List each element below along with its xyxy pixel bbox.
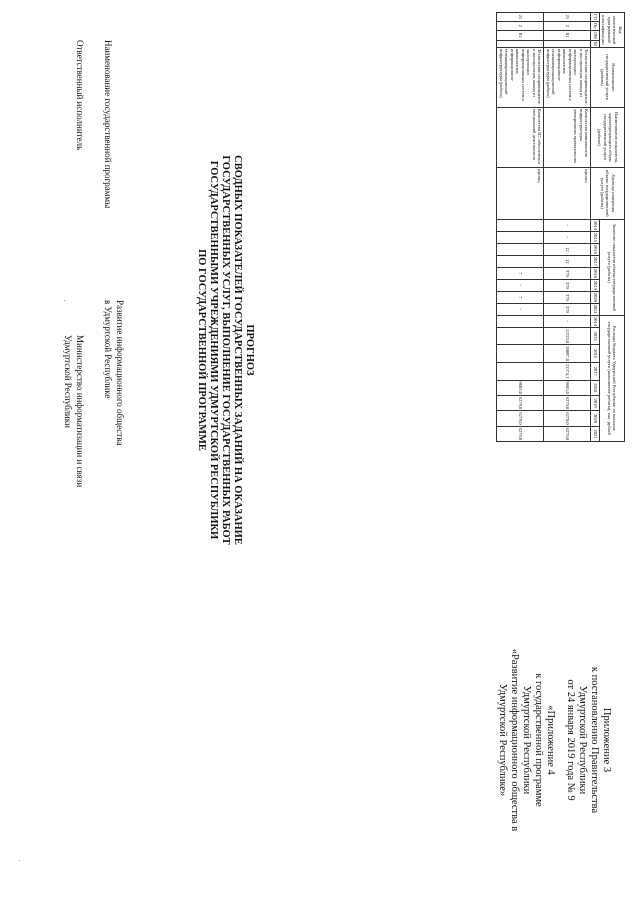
executor-value: Удмуртской Республики: [63, 335, 73, 428]
cell-cost: 20097,8: [544, 345, 591, 363]
header-year: 2016: [591, 345, 600, 363]
annex-line: «Приложение 4: [545, 705, 556, 775]
cell-m: [544, 40, 591, 47]
cell-volume: -: [497, 279, 544, 291]
forecast-table-wrapper: [497, 12, 626, 442]
header-gp: ГП: [593, 14, 598, 20]
cell-cost: [497, 315, 544, 327]
scan-speck: [64, 300, 65, 301]
cell-volume: -: [544, 219, 591, 231]
header-om: ОМ: [593, 31, 598, 39]
cell-cost: 6279,0: [544, 411, 591, 426]
cell-service: Техническое сопровождение и эксплуатация, вывод из эксплуатации информационных систем и компонентов информационно-телекоммуникационной инфраструктуры (работа): [544, 47, 591, 107]
cell-indicator: Количество ИС обеспечения специальной деятельности: [497, 107, 544, 167]
annex-line: от 24 января 2019 года № 9: [565, 679, 576, 801]
title-line: ГОСУДАРСТВЕННЫМИ УЧРЕЖДЕНИЯМИ УДМУРТСКОЙ РЕСПУБЛИКИ: [208, 160, 219, 540]
program-label: Наименование государственной программы: [103, 40, 113, 209]
annex-line: Удмуртской Республики: [521, 685, 532, 795]
header-year: 2015: [591, 327, 600, 344]
cell-cost: 6279,0: [497, 426, 544, 441]
cell-volume: [497, 255, 544, 267]
cell-cost: [497, 362, 544, 380]
cell-volume: [497, 219, 544, 231]
cell-cost: 6279,0: [497, 395, 544, 410]
cell-cost: 6279,0: [544, 395, 591, 410]
header-year: 2016: [593, 244, 598, 254]
cell-indicator: Количество компонентов инфраструктуры электронного правительства: [544, 107, 591, 167]
header-year: 2019: [591, 395, 600, 410]
header-year: 2014: [593, 316, 598, 326]
forecast-table: [497, 12, 626, 442]
executor-label: Ответственный исполнитель: [75, 40, 85, 151]
title-line: ГОСУДАРСТВЕННЫХ УСЛУГ, ВЫПОЛНЕНИЕ ГОСУДАРСТВЕННЫХ РАБОТ: [220, 155, 231, 545]
scan-speck: [19, 860, 20, 861]
header-pp: Пп: [593, 22, 598, 29]
header-year: 2019: [593, 280, 598, 290]
cell-cost: 21374,1: [544, 362, 591, 380]
title-line: ПО ГОСУДАРСТВЕННОЙ ПРОГРАММЕ: [196, 249, 207, 451]
header-volume-group: Значение показателя объема государственной услуги (работы): [600, 219, 625, 315]
header-code-group: Код аналитической программной классификации: [600, 13, 625, 48]
header-year: 2020: [593, 292, 598, 302]
header-m: М: [593, 41, 598, 46]
header-year: 2021: [591, 426, 600, 441]
header-service-name: Наименование государственной услуги (работы): [591, 47, 625, 107]
header-year: 2017: [593, 256, 598, 266]
header-year: 2021: [593, 304, 598, 314]
cell-volume: 379: [544, 279, 591, 291]
cell-cost: [497, 327, 544, 344]
cell-volume: -: [497, 303, 544, 315]
cell-cost: 9683,0: [544, 380, 591, 395]
program-value: Развитие информационного общества: [115, 300, 125, 446]
header-year: 2020: [591, 411, 600, 426]
table-row: [497, 13, 544, 442]
cell-volume: -: [544, 231, 591, 243]
annex-line: «Развитие информационного общества в: [509, 648, 520, 832]
header-year: 2015: [593, 232, 598, 242]
header-year: 2017: [591, 362, 600, 380]
header-cost-group: Расходы бюджета Удмуртской Республики на оказание государственной услуги (выполнение работы), тыс. рублей: [600, 315, 625, 441]
cell-om: 01: [544, 30, 591, 40]
document-title: [195, 150, 255, 550]
header-row: [600, 13, 625, 442]
header-year: 2014: [593, 220, 598, 230]
executor-value: Министерство информатизации и связи: [75, 335, 85, 488]
annex-line: Удмуртской Республики: [577, 685, 588, 795]
cell-pp: 2: [544, 21, 591, 30]
cell-service: Техническое сопровождение и эксплуатация, вывод из эксплуатации информационных систем и компонентов информационно-телекоммуникационной инфраструктуры (работа): [497, 47, 544, 107]
title-line: ПРОГНОЗ: [244, 324, 255, 376]
cell-cost: 11223,0: [544, 327, 591, 344]
cell-cost: 6279,0: [497, 411, 544, 426]
annex-line: Приложение 3: [601, 707, 612, 773]
cell-cost: 6279,0: [544, 426, 591, 441]
cell-volume: 7: [497, 267, 544, 279]
cell-volume: 12: [544, 243, 591, 255]
cell-pp: 2: [497, 21, 544, 30]
cell-cost: [497, 345, 544, 363]
annex-line: к государственной программе: [533, 673, 544, 807]
cell-unit: единиц: [497, 167, 544, 219]
cell-cost: -: [544, 315, 591, 327]
cell-volume: 379: [544, 303, 591, 315]
header-year: 2018: [591, 380, 600, 395]
cell-om: 01: [497, 30, 544, 40]
cell-volume: [497, 243, 544, 255]
annex-line: Удмуртской Республике»: [497, 683, 508, 797]
header-year: 2018: [593, 268, 598, 278]
cell-gp: 21: [497, 13, 544, 22]
annex-line: к постановлению Правительства: [589, 666, 600, 814]
cell-volume: 379: [544, 291, 591, 303]
cell-gp: 21: [544, 13, 591, 22]
annex-header: [496, 590, 612, 890]
cell-unit: единиц: [544, 167, 591, 219]
cell-volume: 7: [497, 291, 544, 303]
header-unit: Единица измерения объема государственной услуги (работы): [591, 167, 625, 219]
header-indicator-name: Наименование показателя, характеризующего объем государственной услуги (работы): [591, 107, 625, 167]
title-line: СВОДНЫХ ПОКАЗАТЕЛЕЙ ГОСУДАРСТВЕННЫХ ЗАДАНИЙ НА ОКАЗАНИЕ: [232, 155, 243, 545]
program-value: в Удмуртской Республике: [103, 300, 113, 399]
cell-cost: 9683,0: [497, 380, 544, 395]
cell-volume: 12: [544, 255, 591, 267]
cell-volume: [497, 231, 544, 243]
cell-volume: 379: [544, 267, 591, 279]
table-row: [544, 13, 591, 442]
cell-m: [497, 40, 544, 47]
